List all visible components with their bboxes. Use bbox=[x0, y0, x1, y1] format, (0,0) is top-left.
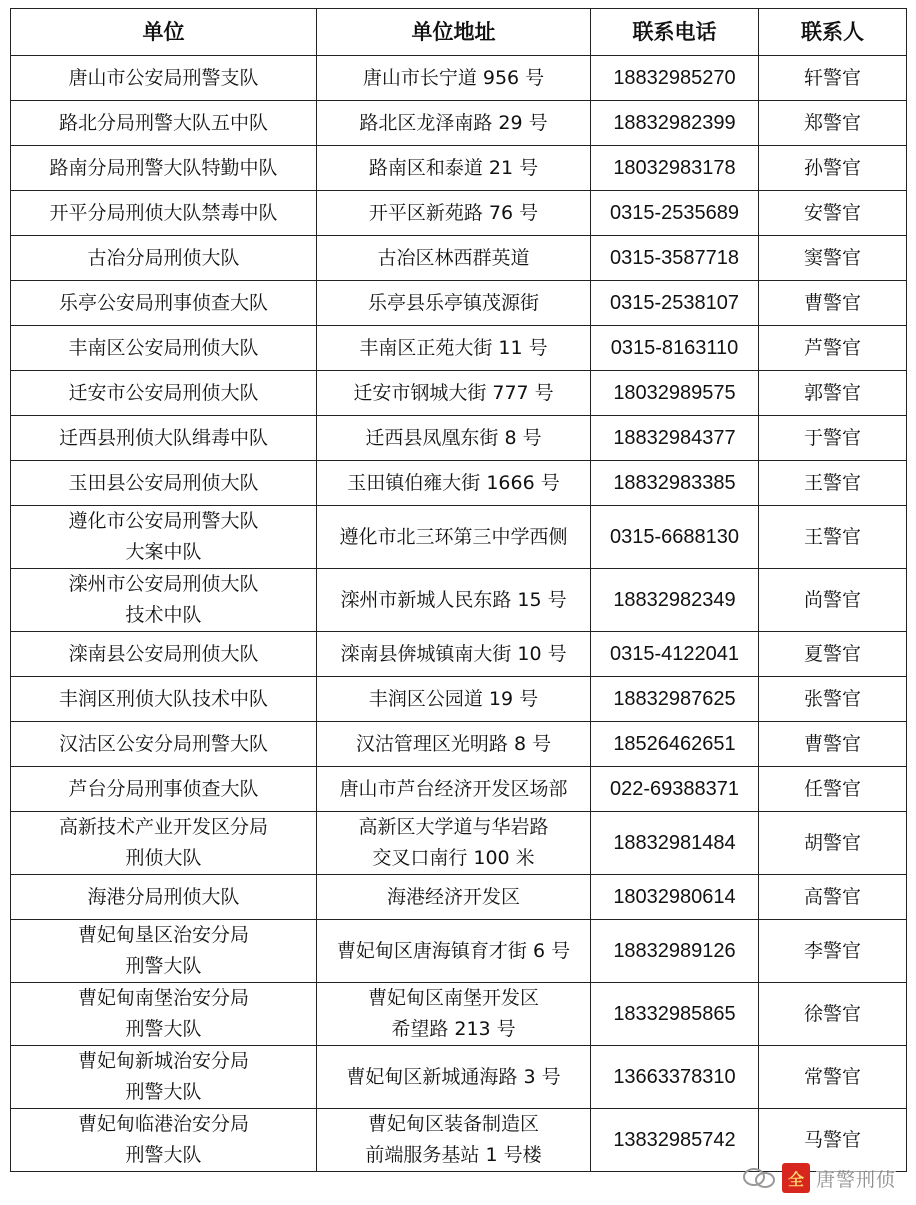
address-cell-line: 曹妃甸区南堡开发区 bbox=[367, 987, 539, 1009]
address-cell-line: 路南区和泰道 21 号 bbox=[368, 156, 539, 179]
unit-cell-line: 刑警大队 bbox=[125, 955, 202, 977]
phone-cell: 18032980614 bbox=[591, 875, 759, 920]
unit-cell bbox=[11, 146, 317, 191]
unit-cell-line: 芦台分局刑事侦查大队 bbox=[68, 777, 259, 800]
address-cell bbox=[317, 632, 591, 677]
unit-cell bbox=[11, 722, 317, 767]
table-header-row bbox=[11, 9, 907, 56]
phone-cell: 0315-6688130 bbox=[591, 506, 759, 569]
unit-cell-line: 玉田县公安局刑侦大队 bbox=[68, 471, 259, 494]
table-row bbox=[11, 569, 907, 632]
contact-cell: 曹警官 bbox=[759, 281, 907, 326]
address-cell-line: 唐山市长宁道 956 号 bbox=[362, 66, 545, 89]
unit-cell-line: 乐亭公安局刑事侦查大队 bbox=[58, 291, 268, 314]
unit-cell-line: 遵化市公安局刑警大队 bbox=[68, 510, 259, 532]
contact-cell: 王警官 bbox=[759, 461, 907, 506]
phone-cell: 13663378310 bbox=[591, 1046, 759, 1109]
address-cell bbox=[317, 767, 591, 812]
unit-cell-line: 刑侦大队 bbox=[125, 847, 202, 869]
contact-cell: 高警官 bbox=[759, 875, 907, 920]
address-cell bbox=[317, 506, 591, 569]
unit-cell bbox=[11, 983, 317, 1046]
address-cell-line: 丰南区正苑大街 11 号 bbox=[359, 336, 548, 359]
phone-cell: 18832983385 bbox=[591, 461, 759, 506]
address-cell bbox=[317, 983, 591, 1046]
unit-cell-line: 古冶分局刑侦大队 bbox=[87, 246, 240, 269]
contact-cell: 王警官 bbox=[759, 506, 907, 569]
address-cell bbox=[317, 722, 591, 767]
phone-cell: 18032989575 bbox=[591, 371, 759, 416]
unit-cell bbox=[11, 281, 317, 326]
contact-cell: 马警官 bbox=[759, 1109, 907, 1172]
address-cell-line: 交叉口南行 100 米 bbox=[372, 847, 535, 869]
phone-cell: 18832984377 bbox=[591, 416, 759, 461]
table-row bbox=[11, 236, 907, 281]
phone-cell: 18332985865 bbox=[591, 983, 759, 1046]
contact-cell: 郭警官 bbox=[759, 371, 907, 416]
contact-cell: 于警官 bbox=[759, 416, 907, 461]
unit-cell-line: 刑警大队 bbox=[125, 1081, 202, 1103]
address-cell-line: 唐山市芦台经济开发区场部 bbox=[339, 777, 568, 800]
unit-cell-line: 刑警大队 bbox=[125, 1144, 202, 1166]
unit-cell bbox=[11, 236, 317, 281]
watermark-text: 唐警刑侦 bbox=[816, 1165, 896, 1192]
contact-cell: 张警官 bbox=[759, 677, 907, 722]
phone-cell: 18832985270 bbox=[591, 56, 759, 101]
unit-cell bbox=[11, 767, 317, 812]
phone-cell: 18832982349 bbox=[591, 569, 759, 632]
phone-cell: 18832981484 bbox=[591, 812, 759, 875]
unit-cell-line: 滦州市公安局刑侦大队 bbox=[68, 573, 259, 595]
contact-cell: 郑警官 bbox=[759, 101, 907, 146]
address-cell bbox=[317, 812, 591, 875]
contact-cell: 常警官 bbox=[759, 1046, 907, 1109]
address-cell bbox=[317, 1109, 591, 1172]
unit-cell-line: 大案中队 bbox=[125, 541, 202, 563]
unit-cell-line: 海港分局刑侦大队 bbox=[87, 885, 240, 908]
address-cell-line: 遵化市北三环第三中学西侧 bbox=[339, 525, 568, 548]
unit-cell bbox=[11, 191, 317, 236]
table-row bbox=[11, 767, 907, 812]
address-cell-line: 滦州市新城人民东路 15 号 bbox=[340, 588, 567, 611]
address-cell bbox=[317, 236, 591, 281]
unit-cell-line: 曹妃甸临港治安分局 bbox=[77, 1113, 249, 1135]
address-cell bbox=[317, 569, 591, 632]
unit-cell-line: 丰南区公安局刑侦大队 bbox=[68, 336, 259, 359]
table-row bbox=[11, 461, 907, 506]
unit-cell bbox=[11, 326, 317, 371]
address-cell bbox=[317, 875, 591, 920]
contact-cell: 窦警官 bbox=[759, 236, 907, 281]
unit-cell bbox=[11, 1109, 317, 1172]
address-cell-line: 曹妃甸区新城通海路 3 号 bbox=[346, 1065, 561, 1088]
unit-cell-line: 滦南县公安局刑侦大队 bbox=[68, 642, 259, 665]
table-row bbox=[11, 632, 907, 677]
unit-cell-line: 刑警大队 bbox=[125, 1018, 202, 1040]
table-row bbox=[11, 191, 907, 236]
unit-cell-line: 迁安市公安局刑侦大队 bbox=[68, 381, 259, 404]
address-cell-line: 滦南县倴城镇南大街 10 号 bbox=[340, 642, 567, 665]
unit-cell-line: 高新技术产业开发区分局 bbox=[58, 816, 268, 838]
address-cell-line: 高新区大学道与华岩路 bbox=[358, 816, 549, 838]
watermark-logo: 全 bbox=[782, 1163, 810, 1193]
contact-cell: 芦警官 bbox=[759, 326, 907, 371]
address-cell bbox=[317, 281, 591, 326]
unit-cell bbox=[11, 56, 317, 101]
phone-cell: 022-69388371 bbox=[591, 767, 759, 812]
unit-cell bbox=[11, 569, 317, 632]
unit-cell bbox=[11, 416, 317, 461]
table-row bbox=[11, 371, 907, 416]
address-cell bbox=[317, 416, 591, 461]
address-cell bbox=[317, 677, 591, 722]
table-row bbox=[11, 677, 907, 722]
wechat-icon bbox=[742, 1167, 776, 1189]
address-cell bbox=[317, 56, 591, 101]
unit-cell bbox=[11, 632, 317, 677]
unit-cell bbox=[11, 920, 317, 983]
address-cell-line: 乐亭县乐亭镇茂源街 bbox=[367, 291, 539, 314]
contact-cell: 曹警官 bbox=[759, 722, 907, 767]
table-row bbox=[11, 812, 907, 875]
contact-cell: 徐警官 bbox=[759, 983, 907, 1046]
unit-cell-line: 路北分局刑警大队五中队 bbox=[58, 111, 268, 134]
unit-cell bbox=[11, 371, 317, 416]
phone-cell: 0315-8163110 bbox=[591, 326, 759, 371]
address-cell-line: 迁西县凤凰东街 8 号 bbox=[365, 426, 542, 449]
table-body bbox=[11, 56, 907, 1172]
unit-cell-line: 丰润区刑侦大队技术中队 bbox=[58, 687, 268, 710]
unit-cell-line: 迁西县刑侦大队缉毒中队 bbox=[58, 426, 268, 449]
phone-cell: 0315-2538107 bbox=[591, 281, 759, 326]
unit-cell bbox=[11, 506, 317, 569]
unit-cell bbox=[11, 812, 317, 875]
phone-cell: 0315-3587718 bbox=[591, 236, 759, 281]
table-row bbox=[11, 506, 907, 569]
table-row bbox=[11, 326, 907, 371]
table-row bbox=[11, 1046, 907, 1109]
unit-cell bbox=[11, 875, 317, 920]
table-row bbox=[11, 416, 907, 461]
address-cell-line: 迁安市钢城大街 777 号 bbox=[353, 381, 554, 404]
phone-cell: 0315-2535689 bbox=[591, 191, 759, 236]
unit-cell-line: 路南分局刑警大队特勤中队 bbox=[49, 156, 278, 179]
phone-cell: 18832989126 bbox=[591, 920, 759, 983]
contact-cell: 尚警官 bbox=[759, 569, 907, 632]
address-cell-line: 古冶区林西群英道 bbox=[377, 246, 530, 269]
unit-cell-line: 技术中队 bbox=[125, 604, 202, 626]
address-cell-line: 曹妃甸区唐海镇育才街 6 号 bbox=[336, 939, 571, 962]
phone-cell: 13832985742 bbox=[591, 1109, 759, 1172]
address-cell bbox=[317, 326, 591, 371]
address-cell bbox=[317, 371, 591, 416]
contact-cell: 胡警官 bbox=[759, 812, 907, 875]
unit-cell bbox=[11, 1046, 317, 1109]
table-row bbox=[11, 56, 907, 101]
unit-cell-line: 曹妃甸垦区治安分局 bbox=[77, 924, 249, 946]
address-cell-line: 希望路 213 号 bbox=[391, 1018, 516, 1040]
address-cell-line: 开平区新苑路 76 号 bbox=[368, 201, 539, 224]
watermark bbox=[742, 1163, 896, 1193]
phone-cell: 0315-4122041 bbox=[591, 632, 759, 677]
address-cell bbox=[317, 1046, 591, 1109]
phone-cell: 18832987625 bbox=[591, 677, 759, 722]
contact-cell: 李警官 bbox=[759, 920, 907, 983]
header-contact: 联系人 bbox=[759, 9, 907, 56]
unit-cell bbox=[11, 461, 317, 506]
table-row bbox=[11, 983, 907, 1046]
address-cell-line: 丰润区公园道 19 号 bbox=[368, 687, 539, 710]
address-cell bbox=[317, 101, 591, 146]
phone-cell: 18526462651 bbox=[591, 722, 759, 767]
contact-cell: 孙警官 bbox=[759, 146, 907, 191]
address-cell-line: 曹妃甸区装备制造区 bbox=[367, 1113, 539, 1135]
contact-cell: 安警官 bbox=[759, 191, 907, 236]
contact-cell: 夏警官 bbox=[759, 632, 907, 677]
unit-cell-line: 曹妃甸南堡治安分局 bbox=[77, 987, 249, 1009]
header-phone: 联系电话 bbox=[591, 9, 759, 56]
table-row bbox=[11, 920, 907, 983]
table-row bbox=[11, 101, 907, 146]
contacts-table bbox=[10, 8, 907, 1172]
unit-cell-line: 曹妃甸新城治安分局 bbox=[77, 1050, 249, 1072]
address-cell-line: 路北区龙泽南路 29 号 bbox=[359, 111, 548, 134]
address-cell-line: 汉沽管理区光明路 8 号 bbox=[355, 732, 552, 755]
table-row bbox=[11, 281, 907, 326]
phone-cell: 18832982399 bbox=[591, 101, 759, 146]
address-cell-line: 前端服务基站 1 号楼 bbox=[365, 1144, 542, 1166]
contact-cell: 轩警官 bbox=[759, 56, 907, 101]
unit-cell-line: 开平分局刑侦大队禁毒中队 bbox=[49, 201, 278, 224]
address-cell bbox=[317, 146, 591, 191]
address-cell bbox=[317, 191, 591, 236]
address-cell-line: 玉田镇伯雍大街 1666 号 bbox=[347, 471, 560, 494]
contact-cell: 任警官 bbox=[759, 767, 907, 812]
header-unit: 单位 bbox=[11, 9, 317, 56]
unit-cell bbox=[11, 677, 317, 722]
address-cell bbox=[317, 920, 591, 983]
table-row bbox=[11, 146, 907, 191]
table-row bbox=[11, 875, 907, 920]
unit-cell-line: 唐山市公安局刑警支队 bbox=[68, 66, 259, 89]
table-row bbox=[11, 722, 907, 767]
unit-cell bbox=[11, 101, 317, 146]
unit-cell-line: 汉沽区公安分局刑警大队 bbox=[58, 732, 268, 755]
address-cell bbox=[317, 461, 591, 506]
header-address: 单位地址 bbox=[317, 9, 591, 56]
address-cell-line: 海港经济开发区 bbox=[386, 885, 520, 908]
phone-cell: 18032983178 bbox=[591, 146, 759, 191]
